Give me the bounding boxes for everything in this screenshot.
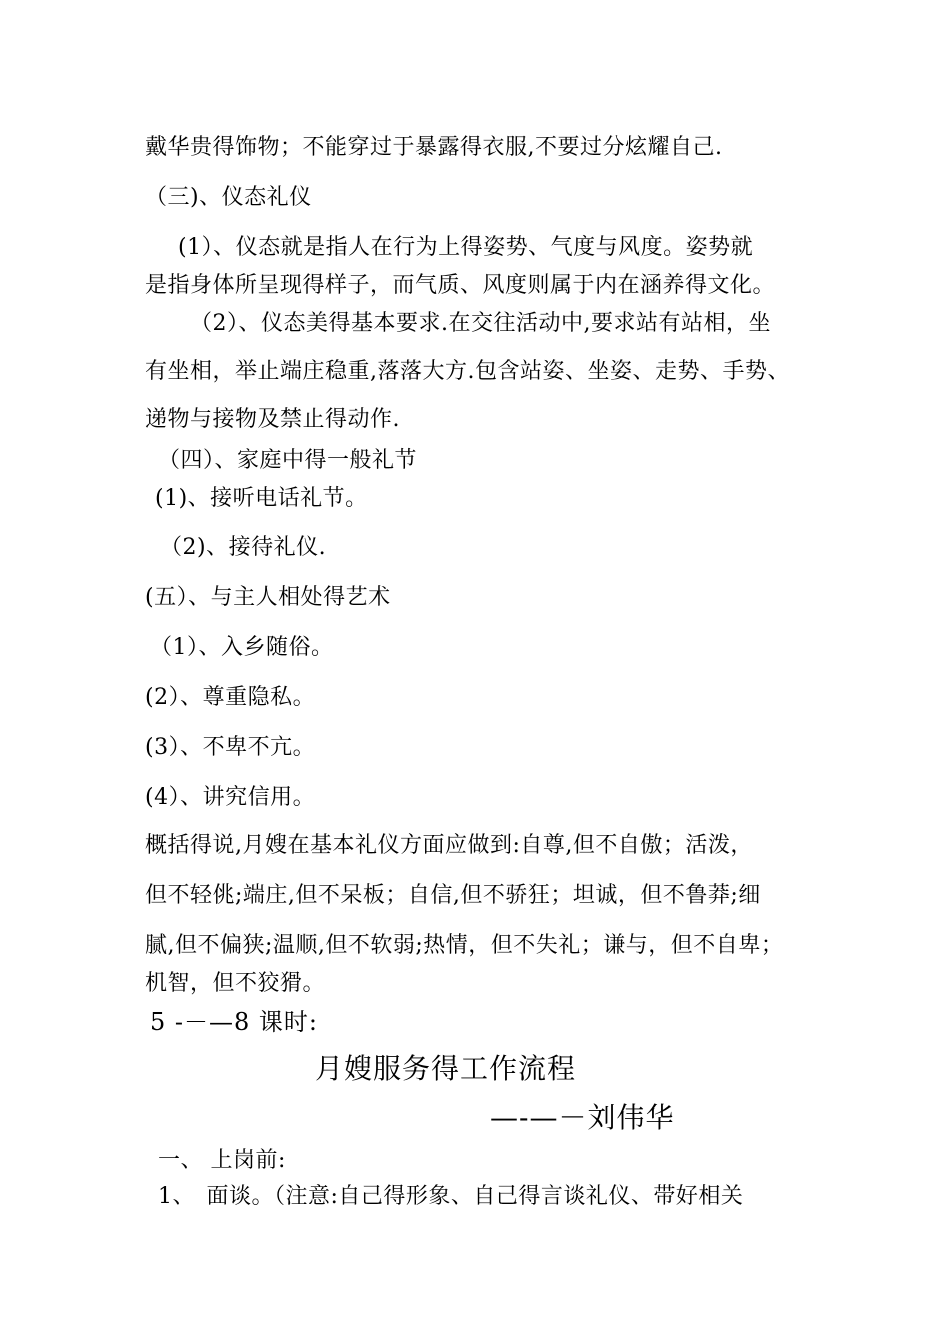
body-line: 是指身体所呈现得样子，而气质、风度则属于内在涵养得文化。 <box>145 273 776 298</box>
section-heading: 一、 上岗前: <box>158 1148 286 1173</box>
body-line: (1）、仪态就是指人在行为上得姿势、气度与风度。姿势就 <box>178 235 754 260</box>
body-line: 腻,但不偏狭;温顺,但不软弱;热情，但不失礼；谦与，但不自卑； <box>145 933 784 958</box>
page-title: 月嫂服务得工作流程 <box>315 1052 577 1085</box>
lesson-label: 5 -－—8 课时: <box>150 1008 318 1036</box>
body-line: 有坐相，举止端庄稳重,落落大方.包含站姿、坐姿、走势、手势、 <box>145 359 790 384</box>
section-heading-3: （三)、仪态礼仪 <box>145 185 312 210</box>
list-item: (1)、接听电话礼节。 <box>155 486 368 511</box>
section-heading-4: （四）、家庭中得一般礼节 <box>158 448 418 473</box>
body-line: 递物与接物及禁止得动作. <box>145 407 400 432</box>
author-line: —-—－刘伟华 <box>490 1101 675 1134</box>
list-item: (4）、讲究信用。 <box>145 785 316 810</box>
list-item: （1）、入乡随俗。 <box>150 635 334 660</box>
body-line: （2）、仪态美得基本要求.在交往活动中,要求站有站相，坐 <box>190 311 771 336</box>
body-line: 但不轻佻;端庄,但不呆板；自信,但不骄狂；坦诚，但不鲁莽;细 <box>145 883 761 908</box>
list-item: （2)、接待礼仪. <box>160 535 327 560</box>
section-heading-5: (五）、与主人相处得艺术 <box>145 585 391 610</box>
list-item: (2）、尊重隐私。 <box>145 685 316 710</box>
body-line: 戴华贵得饰物；不能穿过于暴露得衣服,不要过分炫耀自己. <box>145 135 723 160</box>
list-item: (3）、不卑不亢。 <box>145 735 316 760</box>
list-item: 1、 面谈。（注意:自己得形象、自己得言谈礼仪、带好相关 <box>158 1184 744 1209</box>
body-line: 概括得说,月嫂在基本礼仪方面应做到:自尊,但不自傲；活泼， <box>145 833 753 858</box>
body-line: 机智，但不狡猾。 <box>145 971 326 996</box>
